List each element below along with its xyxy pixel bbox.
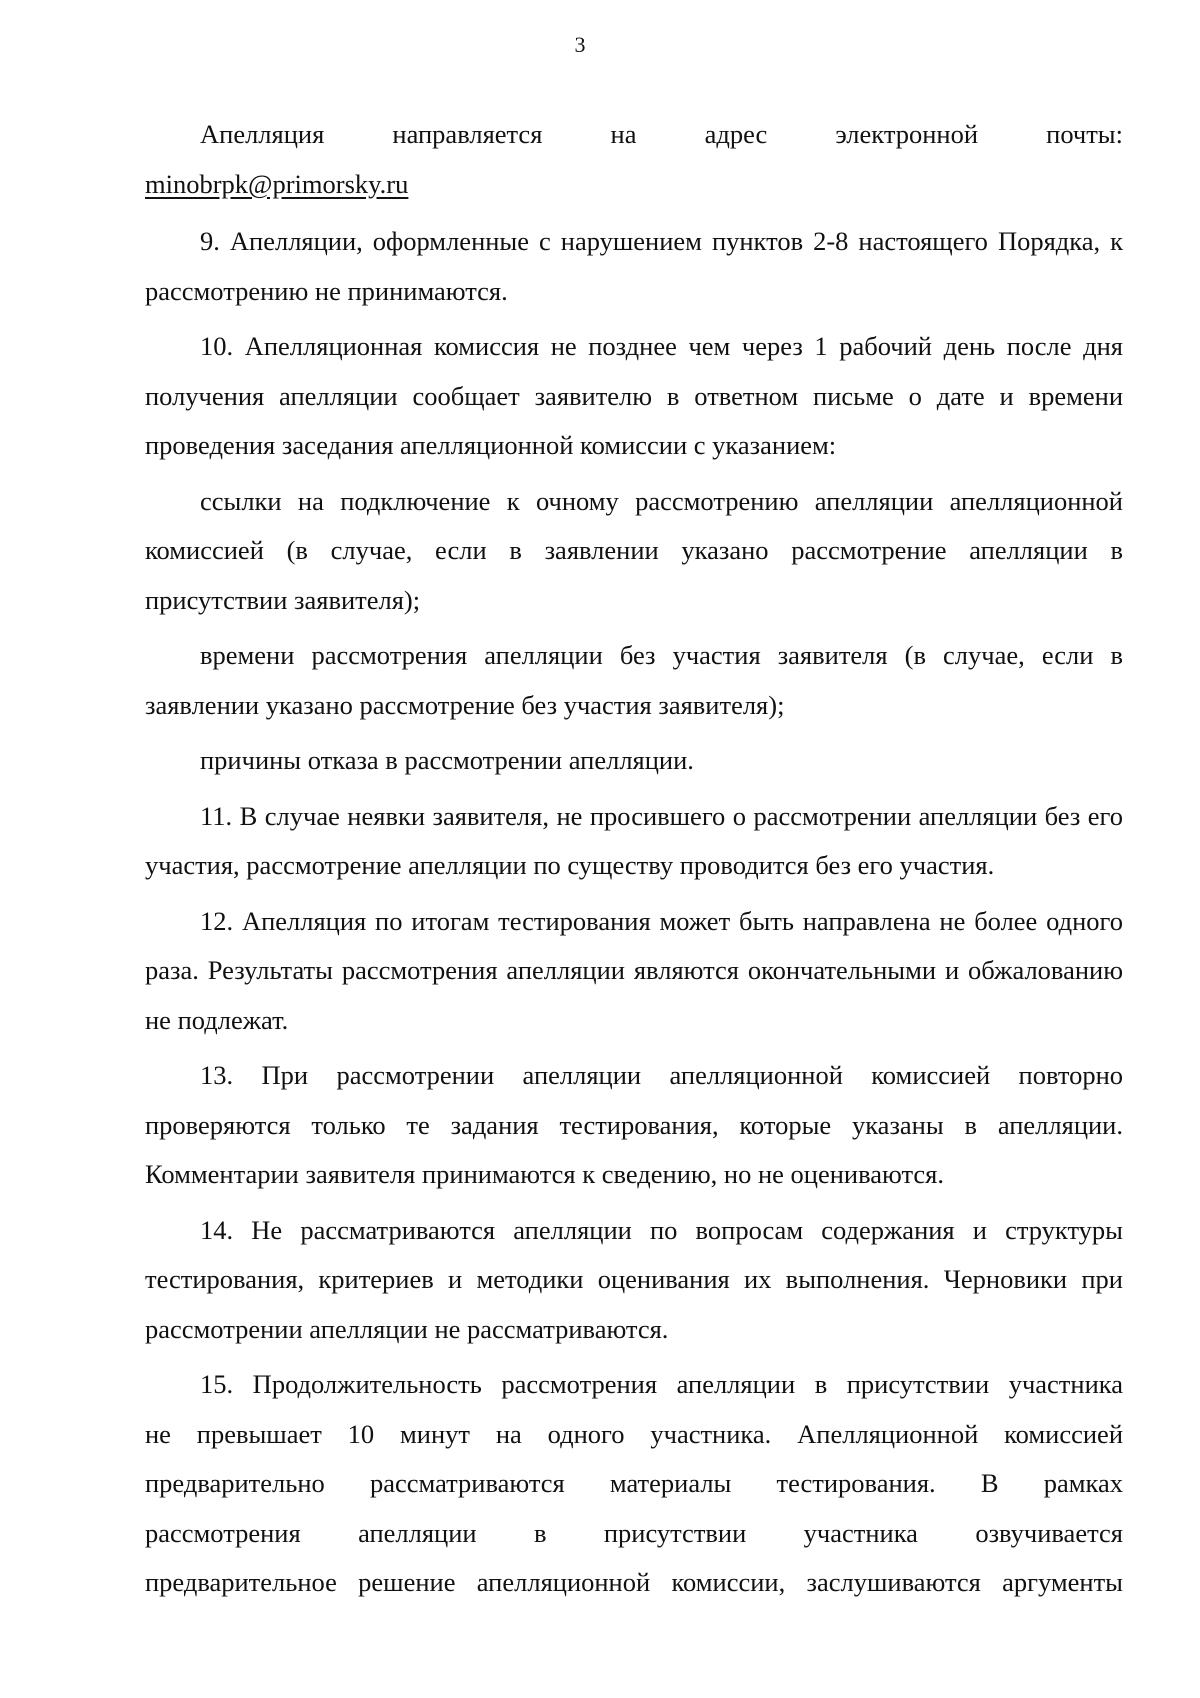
word: рамках (1043, 1468, 1123, 1498)
word: предварительно (145, 1468, 325, 1498)
word: Апелляция (200, 119, 325, 149)
word: апелляции (358, 1517, 477, 1548)
paragraph-15-line-5: предварительное решение апелляционной комиссии, заслушиваются аргументы (145, 1567, 1123, 1597)
paragraph-10-item-time: времени рассмотрения апелляции без участия заявителя (в случае, если в заявлении указано рассмотрение без участия заявителя); (145, 640, 1123, 720)
appeal-address-line (145, 110, 1123, 160)
word: тестирования. (776, 1468, 936, 1498)
paragraph-15-line-1: 15. Продолжительность рассмотрения апелляции в присутствии участника (200, 1369, 1123, 1399)
paragraph-11: 11. В случае неявки заявителя, не просившего о рассмотрении апелляции без его участия, рассмотрение апелляции по существу проводится без его участия. (145, 800, 1123, 880)
word: направляется (392, 119, 543, 149)
paragraph-10: 10. Апелляционная комиссия не позднее чем через 1 рабочий день после дня получения апелляции сообщает заявителю в ответном письме о дате и времени проведения заседания апелляционной комиссии с указанием: (145, 331, 1123, 460)
word: почты: (1046, 119, 1123, 149)
email-link[interactable]: minobrpk@primorsky.ru (145, 168, 409, 199)
word: в (533, 1517, 547, 1548)
word: электронной (835, 119, 979, 149)
paragraph-13: 13. При рассмотрении апелляции апелляционной комиссией повторно проверяются только те задания тестирования, которые указаны в апелляции. Комментарии заявителя принимаются к сведению, но не оцениваются. (145, 1060, 1123, 1189)
email-line (145, 160, 1123, 210)
word: материалы (609, 1468, 732, 1498)
word: адрес (704, 119, 768, 149)
paragraph-15-line-3 (145, 1459, 1123, 1509)
document-body (145, 110, 1123, 1608)
paragraph-15-line-2: не превышает 10 минут на одного участника. Апелляционной комиссией (145, 1418, 1123, 1449)
word: присутствии (603, 1517, 747, 1548)
word: на (610, 119, 637, 149)
paragraph-12: 12. Апелляция по итогам тестирования может быть направлена не более одного раза. Результаты рассмотрения апелляции являются окончательными и обжалованию не подлежат. (145, 905, 1123, 1035)
paragraph-10-item-link: ссылки на подключение к очному рассмотрению апелляции апелляционной комиссией (в случае, если в заявлении указано рассмотрение апелляции в присутствии заявителя); (145, 485, 1123, 615)
word: рассмотрения (145, 1517, 301, 1548)
word: В (980, 1468, 999, 1498)
paragraph-14: 14. Не рассматриваются апелляции по вопросам содержания и структуры тестирования, критериев и методики оценивания их выполнения. Черновики при рассмотрении апелляции не рассматриваются. (145, 1214, 1123, 1344)
word: участника (803, 1517, 918, 1548)
page-number: 3 (574, 32, 586, 57)
paragraph-15 (145, 1360, 1123, 1608)
word: рассматриваются (369, 1468, 565, 1498)
paragraph-10-item-refusal: причины отказа в рассмотрении апелляции. (200, 745, 694, 775)
paragraph-15-line-4 (145, 1509, 1123, 1559)
paragraph-9: 9. Апелляции, оформленные с нарушением пунктов 2-8 настоящего Порядка, к рассмотрению не принимаются. (145, 226, 1123, 306)
word: озвучивается (975, 1517, 1123, 1548)
